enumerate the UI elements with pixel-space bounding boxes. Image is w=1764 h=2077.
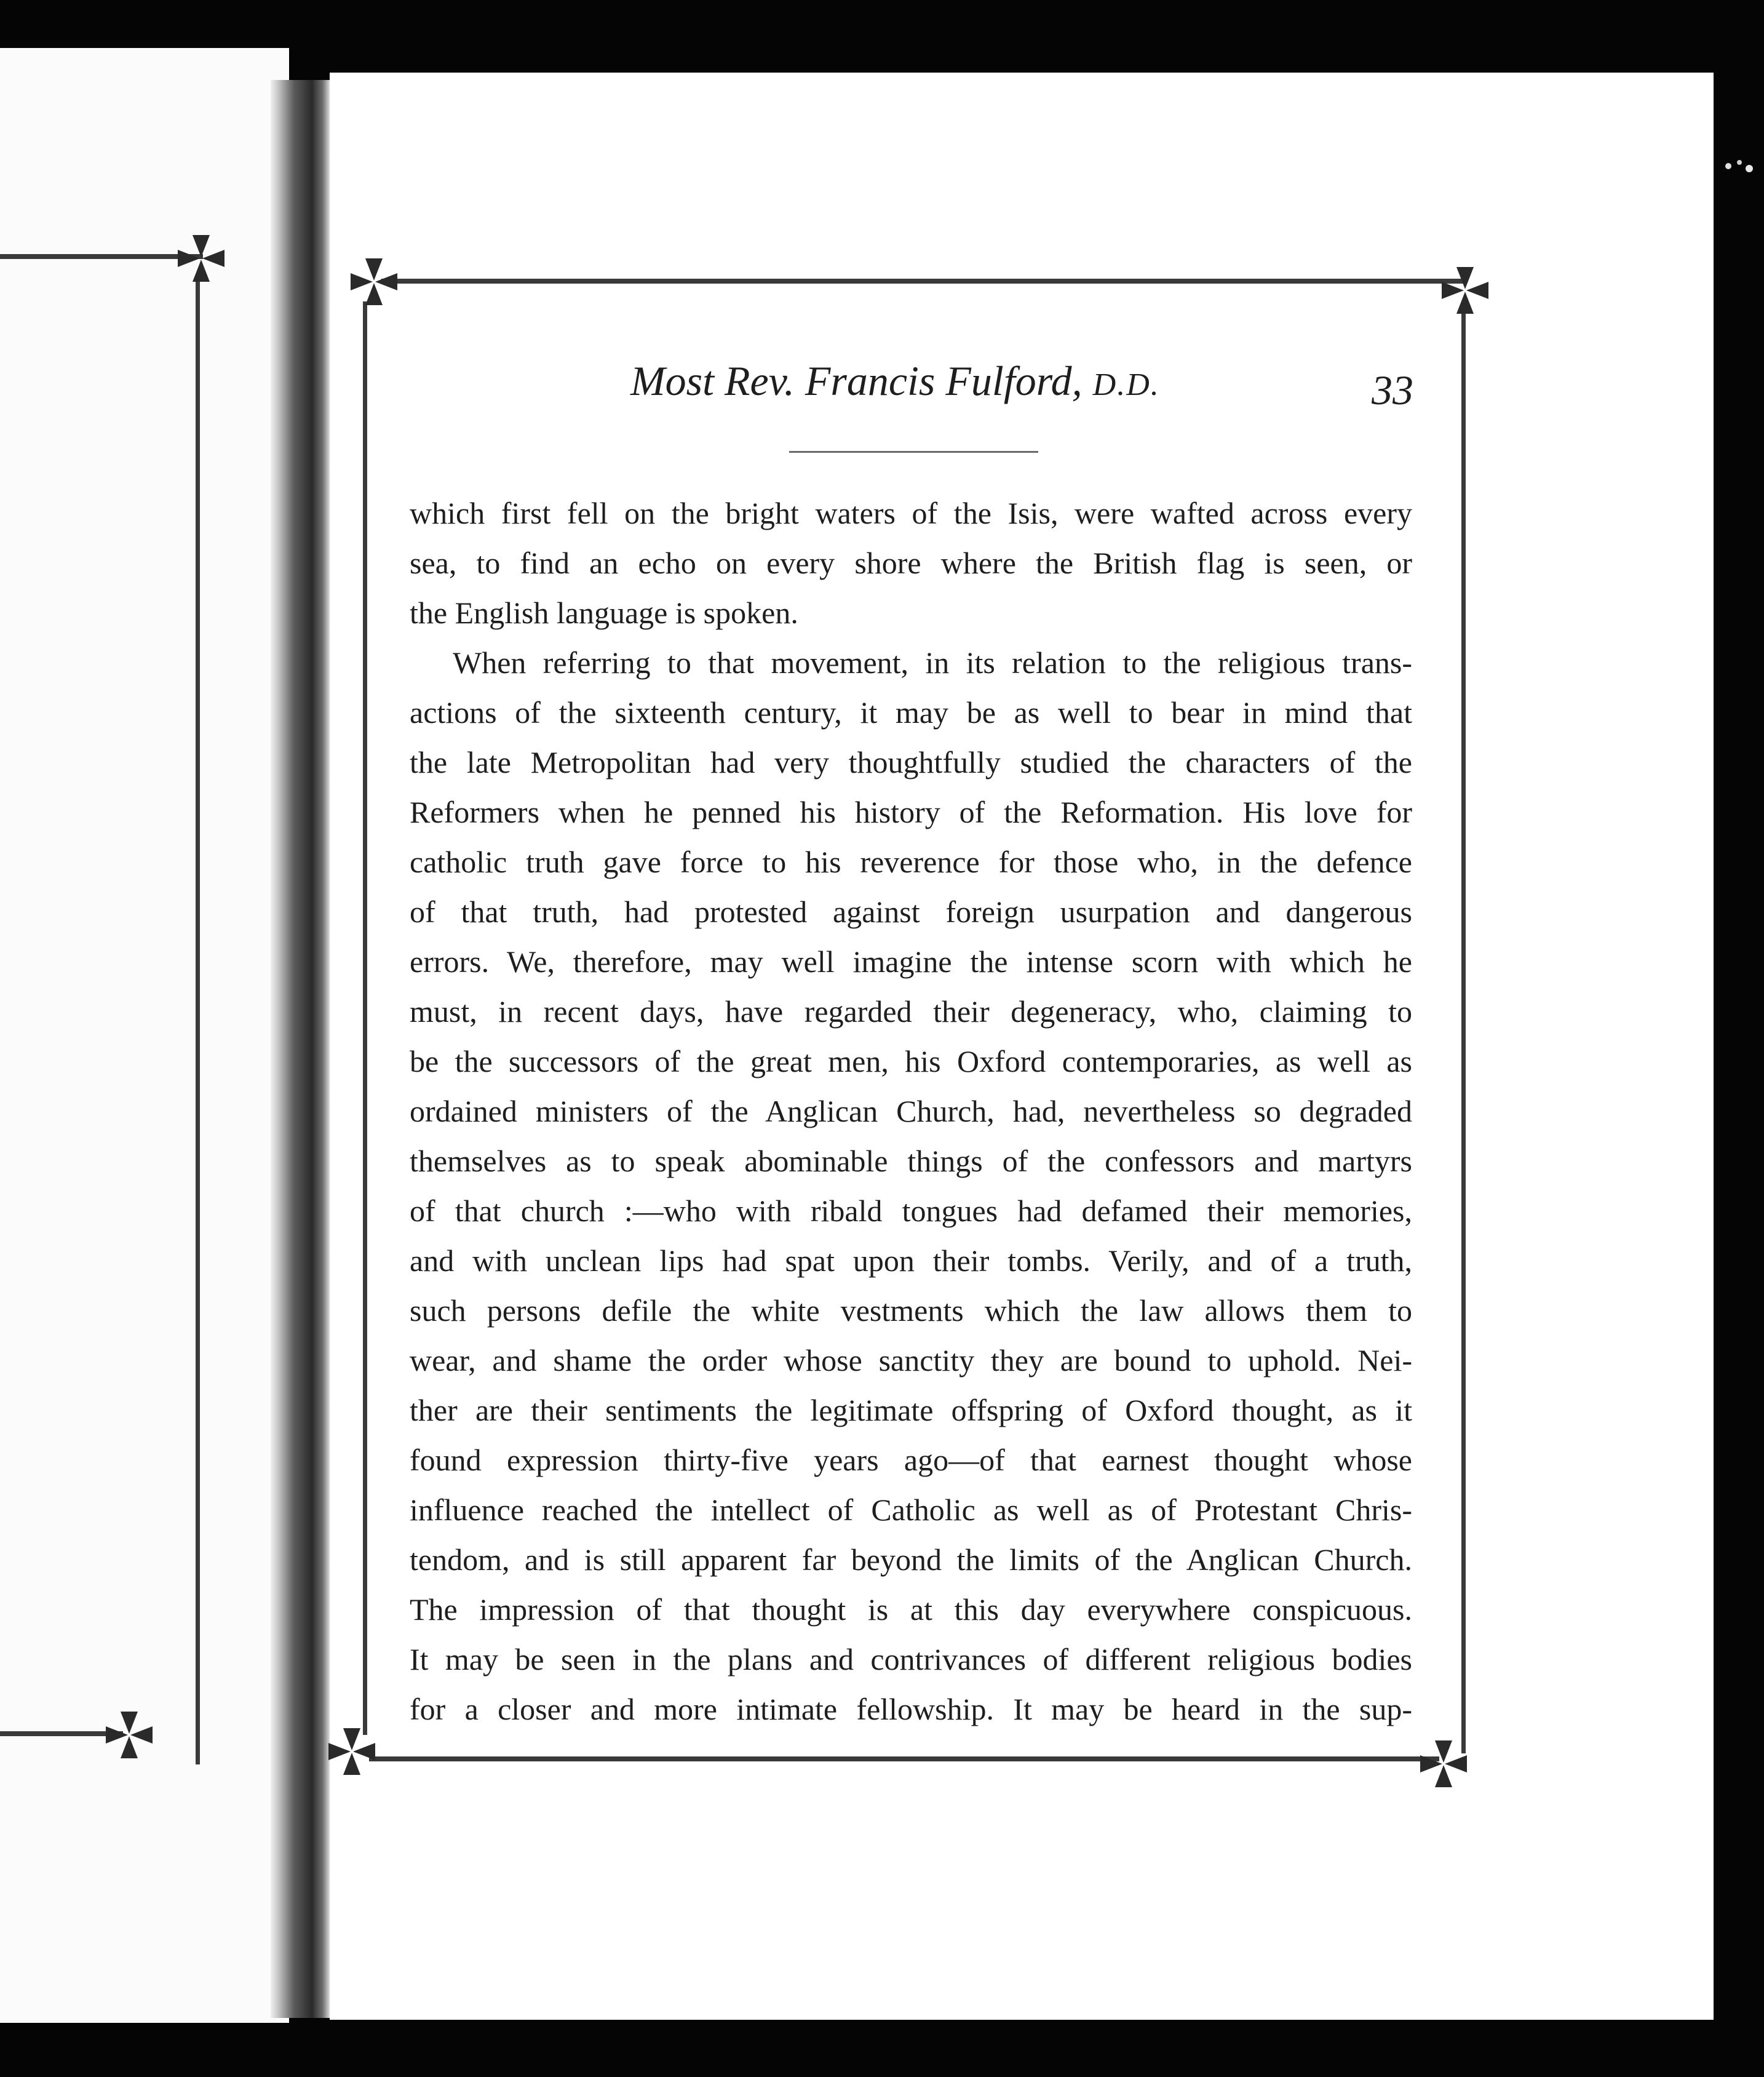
page-number: 33 xyxy=(1372,367,1413,413)
text-line: ther are their sentiments the legitimate offspring of Oxford thought, as it xyxy=(410,1393,1412,1427)
header-title-suffix: D.D. xyxy=(1092,367,1160,402)
frame-bottom-rule xyxy=(369,1756,1439,1761)
maltese-cross-icon xyxy=(1418,1738,1469,1790)
text-line: Reformers when he penned his history of the Reformation. His love for xyxy=(410,795,1412,829)
text-line: of that truth, had protested against foreign usurpation and dangerous xyxy=(410,895,1412,929)
book-gutter xyxy=(271,80,330,2018)
text-line: When referring to that movement, in its relation to the religious trans- xyxy=(453,645,1412,680)
text-line: be the successors of the great men, his Oxford contemporaries, as well as xyxy=(410,1044,1412,1078)
text-line: themselves as to speak abominable things of the confessors and martyrs xyxy=(410,1144,1412,1178)
maltese-cross-icon xyxy=(103,1709,155,1761)
frame-left-rule xyxy=(363,301,367,1735)
scan-specks xyxy=(1722,154,1759,178)
maltese-cross-icon xyxy=(1439,265,1491,316)
left-frame-top xyxy=(0,254,203,259)
text-line: and with unclean lips had spat upon their tombs. Verily, and of a truth, xyxy=(410,1243,1412,1278)
text-line: must, in recent days, have regarded their degeneracy, who, claiming to xyxy=(410,994,1412,1029)
text-line: of that church :—who with ribald tongues had defamed their memories, xyxy=(410,1194,1412,1228)
frame-right-rule xyxy=(1461,308,1466,1753)
frame-top-rule xyxy=(381,279,1464,284)
maltese-cross-icon xyxy=(175,233,227,284)
left-page xyxy=(0,48,289,2023)
text-line: actions of the sixteenth century, it may be as well to bear in mind that xyxy=(410,695,1412,730)
text-line: found expression thirty-five years ago—of that earnest thought whose xyxy=(410,1443,1412,1477)
text-line: errors. We, therefore, may well imagine the intense scorn with which he xyxy=(410,944,1412,979)
text-line: such persons defile the white vestments which the law allows them to xyxy=(410,1293,1412,1328)
text-line: which first fell on the bright waters of the Isis, were wafted across every xyxy=(410,496,1412,530)
text-line: for a closer and more intimate fellowship. It may be heard in the sup- xyxy=(410,1692,1412,1726)
text-line: wear, and shame the order whose sanctity they are bound to uphold. Nei- xyxy=(410,1343,1412,1377)
text-line: influence reached the intellect of Catholic as well as of Protestant Chris- xyxy=(410,1493,1412,1527)
text-line: catholic truth gave force to his reverence for those who, in the defence xyxy=(410,845,1412,879)
text-line: sea, to find an echo on every shore where the British flag is seen, or xyxy=(410,546,1412,580)
maltese-cross-icon xyxy=(326,1726,378,1777)
maltese-cross-icon xyxy=(348,256,400,308)
running-header-title xyxy=(630,357,1160,405)
text-line: the English language is spoken. xyxy=(410,596,798,630)
left-frame-right xyxy=(196,276,200,1764)
text-line: It may be seen in the plans and contrivances of different religious bodies xyxy=(410,1642,1412,1676)
text-line: ordained ministers of the Anglican Church, had, nevertheless so degraded xyxy=(410,1094,1412,1128)
text-line: tendom, and is still apparent far beyond the limits of the Anglican Church. xyxy=(410,1542,1412,1577)
header-title-text: Most Rev. Francis Fulford, xyxy=(630,357,1083,404)
text-line: the late Metropolitan had very thoughtfully studied the characters of the xyxy=(410,745,1412,779)
header-rule xyxy=(789,451,1038,453)
text-line: The impression of that thought is at this day everywhere conspicuous. xyxy=(410,1592,1412,1627)
